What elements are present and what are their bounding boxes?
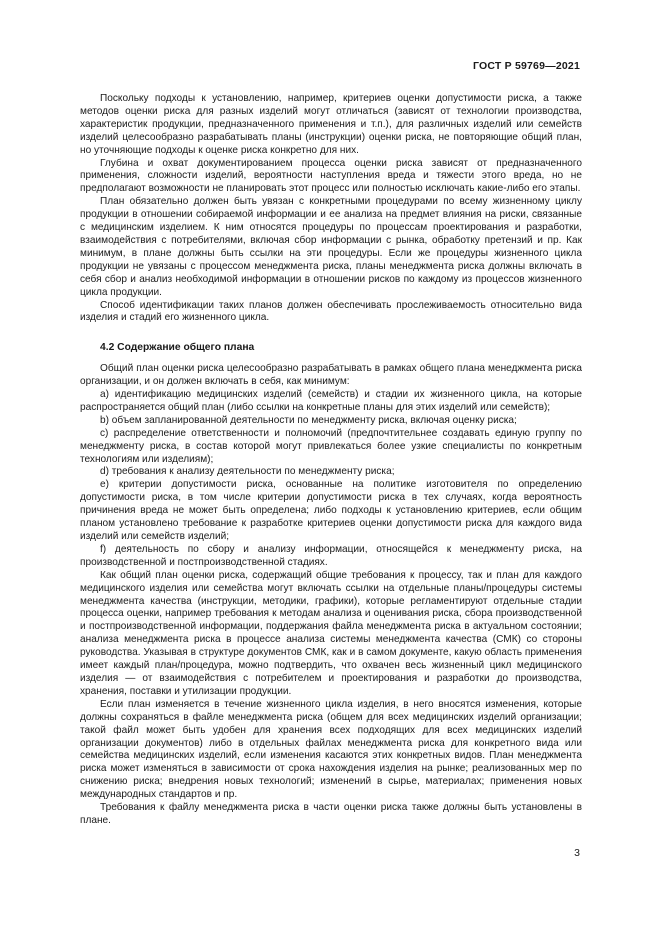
paragraph: Требования к файлу менеджмента риска в части оценки риска также должны быть установлены в плане. <box>80 802 582 826</box>
paragraph: Общий план оценки риска целесообразно разрабатывать в рамках общего плана менеджмента риска организации, и он должен включать в себя, как минимум: <box>80 363 582 388</box>
list-item: b) объем запланированной деятельности по менеджменту риска, включая оценку риска; <box>100 414 517 426</box>
document-body <box>80 93 582 828</box>
list-item: d) требования к анализу деятельности по менеджменту риска; <box>100 466 395 478</box>
paragraph: Глубина и охват документированием процесса оценки риска зависят от предназначенного применения, сложности изделий, вероятности наступления вреда и тяжести этого вреда, но не предполагают возможности не планировать этот процесс или полностью исключать какие-либо его этапы. <box>80 157 582 195</box>
list-item: a) идентификацию медицинских изделий (семейств) и стадии их жизненного цикла, на которые распространяется общий план (либо ссылки на конкретные планы для этих изделий или семейств); <box>80 389 582 413</box>
paragraph: Если план изменяется в течение жизненного цикла изделия, в него вносятся изменения, которые должны сохраняться в файле менеджмента риска (общем для всех медицинских изделий организации; такой файл может быть удобен для хранения всех подходящих для всех медицинских изделий организации документов) либо в отдельных файлах менеджмента риска для конкретного вида или семейства медицинских изделий, если изменения касаются этих конкретных видов. План менеджмента риска может изменяться в зависимости от срока нахождения изделия на рынке; реализованных мер по снижению риска; внедрения новых технологий; изменений в сырье, материалах; применения новых международных стандартов и пр. <box>80 698 582 801</box>
page-number: 3 <box>574 847 580 859</box>
paragraph: Как общий план оценки риска, содержащий общие требования к процессу, так и план для каждого медицинского изделия или семейства могут включать ссылки на отдельные планы/процедуры системы менеджмента качества (инструкции, методики, графики), которые регламентируют отдельные стадии процесса оценки, например требования к методам анализа и оценивания риска, сбора производственной и постпроизводственной информации, поддержания файла менеджмента риска в актуальном состоянии; анализа менеджмента риска в процессе анализа системы менеджмента качества (СМК) со стороны руководства. Указывая в структуре документов СМК, как и в самом документе, какую область применения имеет каждый план/процедура, можно подтвердить, что охвачен весь жизненный цикл медицинского изделия — от взаимодействия с потребителем и проектирования и разработки до производства, хранения, поставки и утилизации продукции. <box>80 569 582 697</box>
document-code: ГОСТ Р 59769—2021 <box>472 60 580 72</box>
paragraph: План обязательно должен быть увязан с конкретными процедурами по всему жизненному циклу продукции в отношении собираемой информации и ее анализа на предмет влияния на риски, связанные с медицинским изделием. К ним относятся процедуры по процессам проектирования и разработки, взаимодействия с потребителями, включая сбор информации с рынка, обработку претензий и пр. Как минимум, в плане должны быть ссылки на эти процедуры. Если же процедуры жизненного цикла продукции не увязаны с процессом менеджмента риска, планы менеджмента риска должны включать в себя сбор и анализ необходимой информации в отношении рисков по каждому из процессов жизненного цикла продукции. <box>80 196 582 298</box>
paragraph: Способ идентификации таких планов должен обеспечивать прослеживаемость относительно вида изделия и стадий его жизненного цикла. <box>80 299 582 324</box>
section-heading: 4.2 Содержание общего плана <box>100 342 255 354</box>
paragraph: Поскольку подходы к установлению, например, критериев оценки допустимости риска, а также методов оценки риска для разных изделий могут отличаться (зависят от технологии производства, характеристик продукции, предназначенного применения и т.п.), для различных изделий или семейств изделий целесообразно разрабатывать планы (инструкции) оценки риска, не повторяющие общий план, но уточняющие подходы к оценке риска конкретно для них. <box>80 93 582 156</box>
list-item: c) распределение ответственности и полномочий (предпочтительнее создавать единую группу по менеджменту риска, в состав которой могут привлекаться более узкие специалисты по конкретным технологиям или изделиям); <box>80 427 582 465</box>
list-item: f) деятельность по сбору и анализу информации, относящейся к менеджменту риска, на производственной и постпроизводственной стадиях. <box>80 543 582 568</box>
list-item: e) критерии допустимости риска, основанные на политике изготовителя по определению допустимости риска, в том числе критерии допустимости риска в тех случаях, когда вероятность причинения вреда не может быть определена; либо подходы к установлению критериев, если общим планом установлено требование к разработке критериев оценки допустимости риска для каждого вида изделий или семейств изделий; <box>80 479 582 542</box>
